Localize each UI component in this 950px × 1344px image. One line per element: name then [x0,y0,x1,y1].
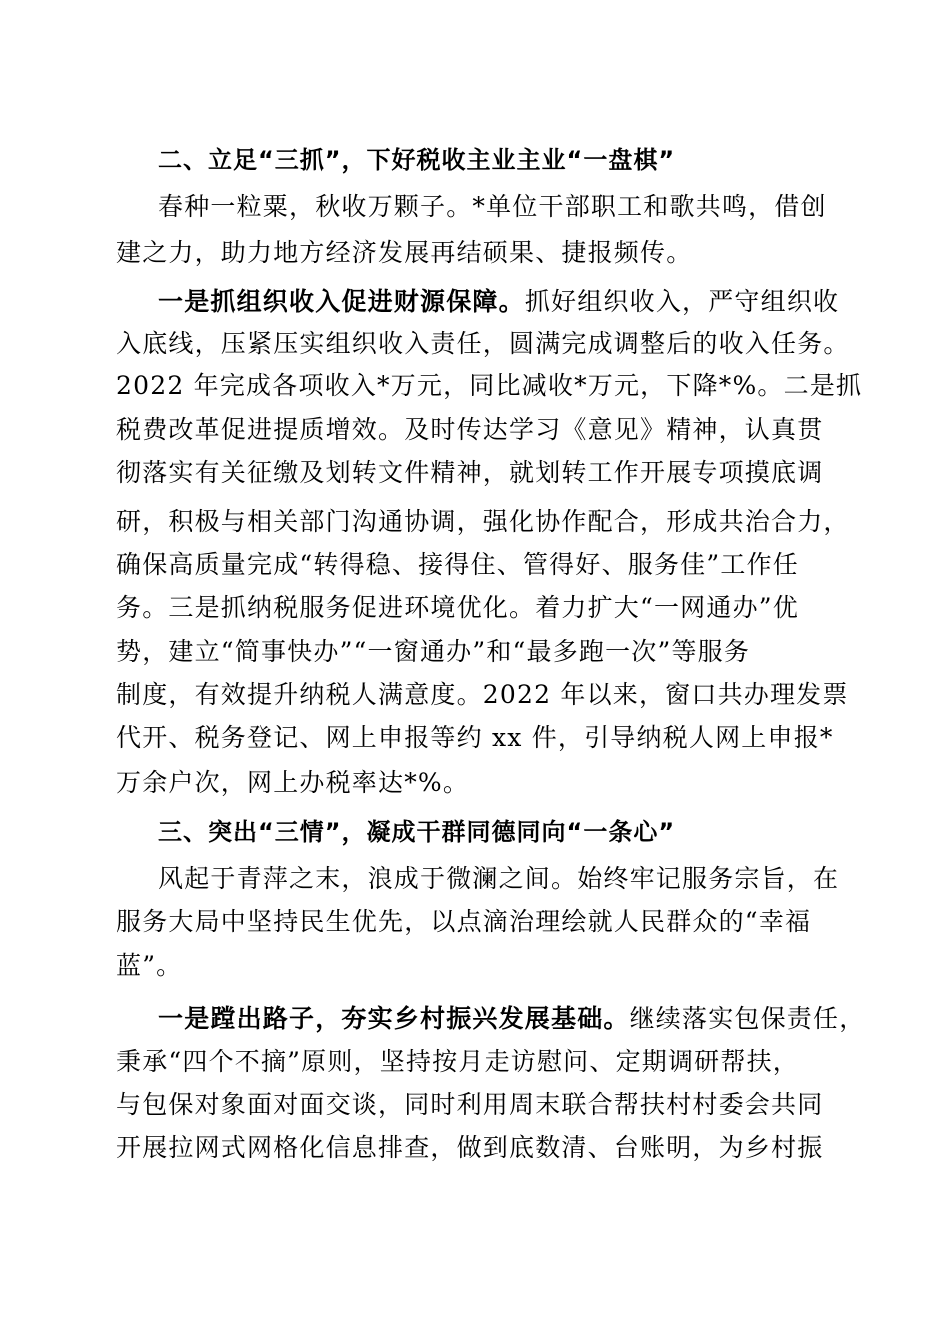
paragraph-line: 彻落实有关征缴及划转文件精神，就划转工作开展专项摸底调 [116,458,824,487]
paragraph-line: 开展拉网式网格化信息排查，做到底数清、台账明，为乡村振 [116,1133,824,1162]
paragraph-line: 确保高质量完成“转得稳、接得住、管得好、服务佳”工作任 [116,550,799,579]
paragraph-line: 2022 年完成各项收入*万元，同比减收*万元，下降*%。二是抓 [116,371,863,400]
paragraph-line: 代开、税务登记、网上申报等约 xx 件，引导纳税人网上申报* [116,723,834,752]
paragraph-line: 服务大局中坚持民生优先，以点滴治理绘就人民群众的“幸福 [116,907,812,936]
lead-rest: 抓好组织收入，严守组织收 [524,287,840,316]
paragraph-line: 与包保对象面对面交谈，同时利用周末联合帮扶村村委会共同 [116,1090,824,1119]
section-heading-2: 二、立足“三抓”，下好税收主业主业“一盘棋” [158,146,676,174]
lead-rest: 继续落实包保责任， [629,1004,866,1033]
paragraph-line [158,285,839,319]
lead-phrase: 一是抓组织收入促进财源保障。 [158,287,525,316]
section-heading-3: 三、突出“三情”，凝成干群同德同向“一条心” [158,818,676,846]
paragraph-line: 入底线，压紧压实组织收入责任，圆满完成调整后的收入任务。 [116,329,850,358]
paragraph-line: 制度，有效提升纳税人满意度。2022 年以来，窗口共办理发票 [116,680,849,709]
paragraph-line: 万余户次，网上办税率达*%。 [116,768,470,797]
paragraph-line: 春种一粒粟，秋收万颗子。*单位干部职工和歌共鸣，借创 [158,192,827,221]
paragraph-line: 秉承“四个不摘”原则，坚持按月走访慰问、定期调研帮扶， [116,1047,799,1076]
paragraph-line [158,1002,865,1036]
paragraph-line: 研，积极与相关部门沟通协调，强化协作配合，形成共治合力， [116,507,850,536]
lead-phrase: 一是蹚出路子，夯实乡村振兴发展基础。 [158,1004,630,1033]
paragraph-line: 建之力，助力地方经济发展再结硕果、捷报频传。 [116,238,693,267]
paragraph-line: 蓝”。 [116,951,183,980]
paragraph-line: 风起于青萍之末，浪成于微澜之间。始终牢记服务宗旨，在 [158,864,840,893]
paragraph-line: 势，建立“简事快办”“一窗通办”和“最多跑一次”等服务 [116,637,751,666]
paragraph-line: 税费改革促进提质增效。及时传达学习《意见》精神，认真贯 [116,415,824,444]
paragraph-line: 务。三是抓纳税服务促进环境优化。着力扩大“一网通办”优 [116,593,799,622]
